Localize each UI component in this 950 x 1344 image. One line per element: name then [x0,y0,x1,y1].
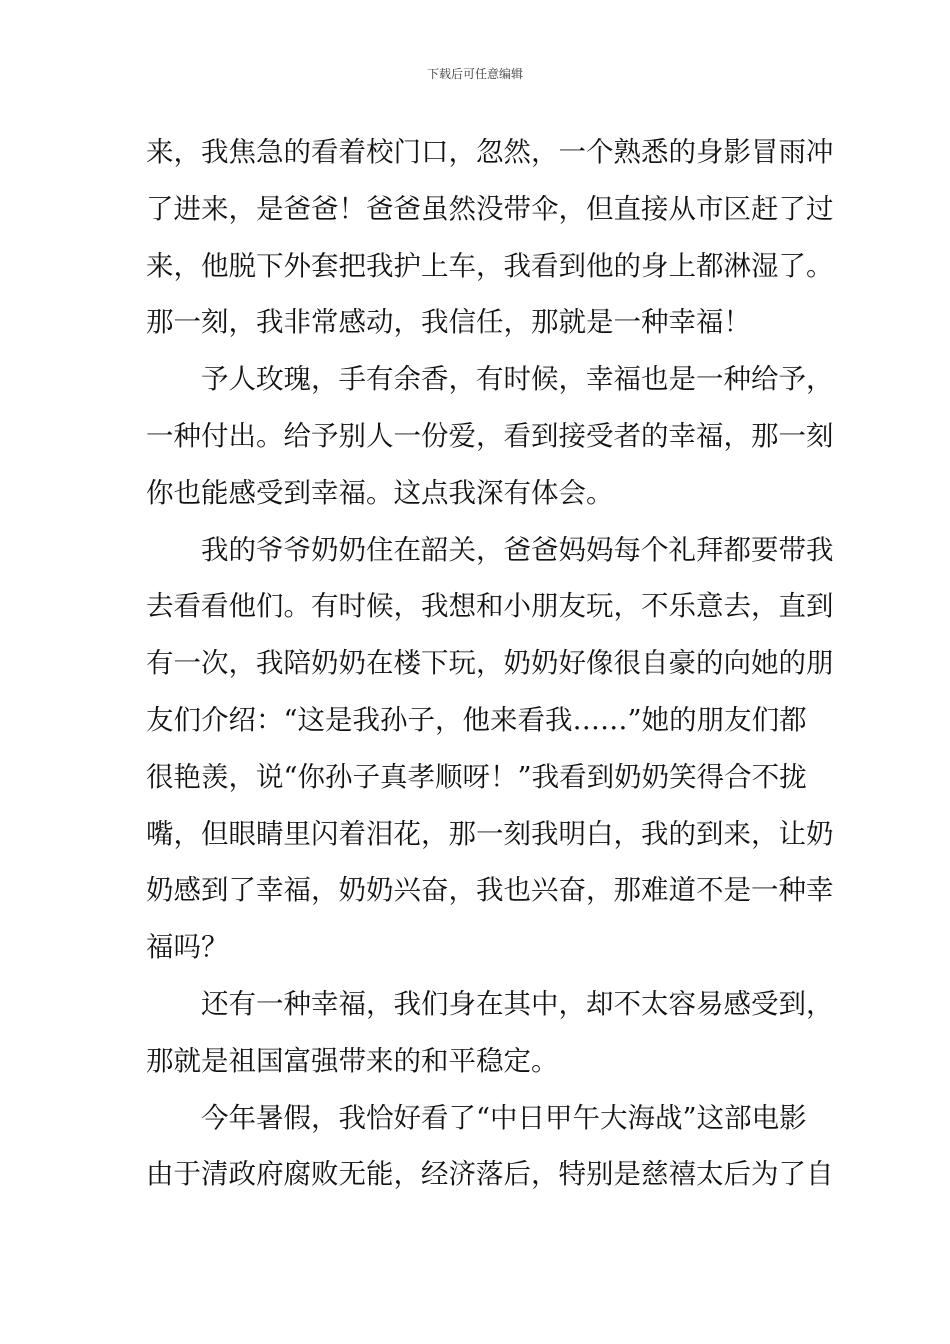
text-line: 友们介绍：“这是我孙子，他来看我……”她的朋友们都 [146,703,807,736]
text-line: 去看看他们。有时候，我想和小朋友玩，不乐意去，直到 [146,590,834,623]
text-line: 那就是祖国富强带来的和平稳定。 [146,1044,559,1077]
paragraph-start-line: 今年暑假，我恰好看了“中日甲午大海战”这部电影 [201,1101,807,1134]
text-line: 福吗？ [146,931,229,964]
text-line: 很艳羡，说“你孙子真孝顺呀！”我看到奶奶笑得合不拢 [146,760,807,793]
text-line: 了进来，是爸爸！爸爸虽然没带伞，但直接从市区赶了过 [146,192,834,225]
text-line: 一种付出。给予别人一份爱，看到接受者的幸福，那一刻 [146,419,834,452]
text-line: 有一次，我陪奶奶在楼下玩，奶奶好像很自豪的向她的朋 [146,647,834,680]
document-body [146,124,834,1203]
text-line: 奶感到了幸福，奶奶兴奋，我也兴奋，那难道不是一种幸 [146,874,834,907]
paragraph-start-line: 予人玫瑰，手有余香，有时候，幸福也是一种给予， [201,363,834,396]
text-line: 来，我焦急的看着校门口，忽然，一个熟悉的身影冒雨冲 [146,136,834,168]
text-line: 嘴，但眼睛里闪着泪花，那一刻我明白，我的到来，让奶 [146,817,834,850]
paragraph-start-line: 我的爷爷奶奶住在韶关，爸爸妈妈每个礼拜都要带我 [201,533,834,566]
text-line: 由于清政府腐败无能，经济落后，特别是慈禧太后为了自 [146,1158,834,1191]
text-line: 你也能感受到幸福。这点我深有体会。 [146,476,614,509]
text-line: 来，他脱下外套把我护上车，我看到他的身上都淋湿了。 [146,249,834,282]
text-line: 那一刻，我非常感动，我信任，那就是一种幸福！ [146,306,751,339]
page-header: 下载后可任意编辑 [426,67,523,81]
paragraph-start-line: 还有一种幸福，我们身在其中，却不太容易感受到， [201,987,834,1020]
